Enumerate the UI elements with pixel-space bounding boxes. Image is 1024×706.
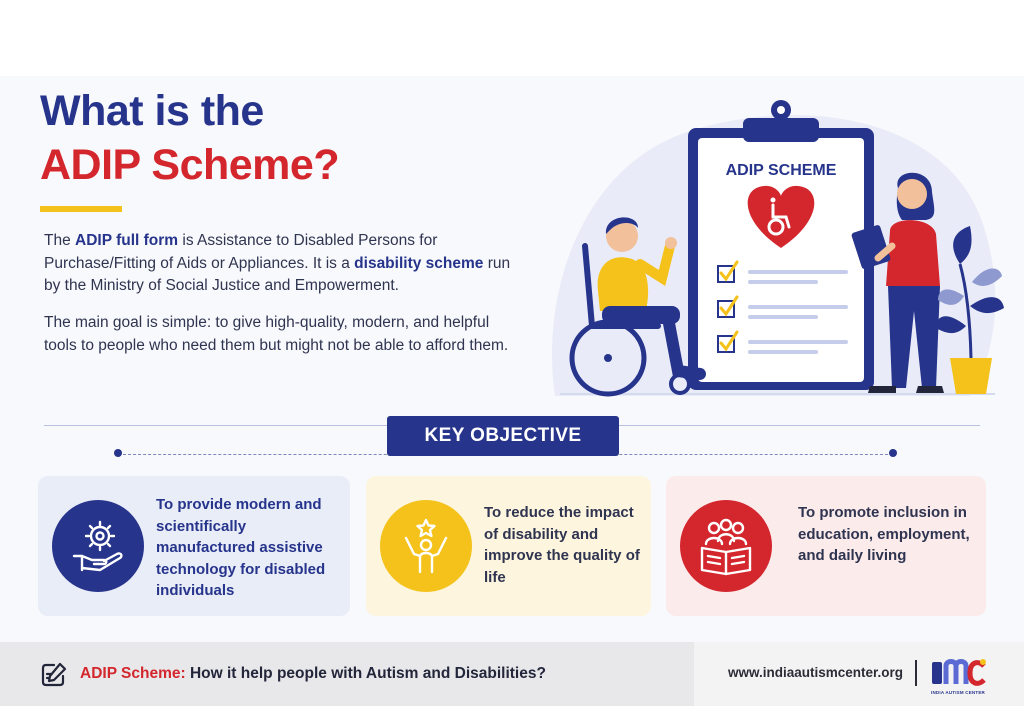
website-link[interactable]: www.indiaautismcenter.org bbox=[728, 665, 904, 680]
connector-dot-left bbox=[114, 449, 122, 457]
title-line-2: ADIP Scheme? bbox=[40, 141, 340, 189]
clipboard-title: ADIP SCHEME bbox=[725, 162, 837, 179]
objective-card-3 bbox=[666, 476, 986, 616]
footer-title-highlight: ADIP Scheme: bbox=[80, 665, 186, 682]
objective-text-3: To promote inclusion in education, employment, and daily living bbox=[798, 504, 970, 564]
logo-caption: INDIA AUTISM CENTER bbox=[931, 690, 985, 695]
title-underline bbox=[40, 206, 122, 212]
edit-note-icon bbox=[40, 661, 68, 689]
disability-scheme-term: disability scheme bbox=[354, 254, 484, 272]
objective-text-1: To provide modern and scientifically manufactured assistive technology for disabled individuals bbox=[156, 496, 326, 599]
key-objective-label: KEY OBJECTIVE bbox=[387, 416, 619, 456]
connector-dot-right bbox=[889, 449, 897, 457]
footer-separator bbox=[915, 660, 917, 686]
page-title bbox=[40, 84, 339, 192]
group-book-icon bbox=[694, 514, 758, 578]
title-line-1: What is the bbox=[40, 87, 264, 135]
india-autism-center-logo bbox=[928, 656, 988, 692]
adip-illustration bbox=[540, 96, 1010, 406]
adip-full-form-term: ADIP full form bbox=[75, 232, 179, 249]
intro-paragraph-2: The main goal is simple: to give high-quality, modern, and helpful tools to people who need them but might not be able to afford them. bbox=[44, 314, 509, 354]
objective-icon-circle bbox=[380, 500, 472, 592]
gear-hand-icon bbox=[66, 514, 130, 578]
objective-card-2 bbox=[366, 476, 651, 616]
objective-text-2: To reduce the impact of disability and improve the quality of life bbox=[484, 504, 640, 586]
objective-card-1 bbox=[38, 476, 350, 616]
clipboard bbox=[688, 100, 874, 390]
objective-icon-circle bbox=[52, 500, 144, 592]
intro-paragraph-1: The ADIP full form is Assistance to Disabled Persons for Purchase/Fitting of Aids or Appliances. It is a disability scheme run by the Ministry of Social Justice and Empowerment. bbox=[44, 232, 511, 294]
footer-title: ADIP Scheme: How it help people with Autism and Disabilities? bbox=[80, 665, 546, 682]
person-star-icon bbox=[394, 514, 458, 578]
objective-icon-circle bbox=[680, 500, 772, 592]
